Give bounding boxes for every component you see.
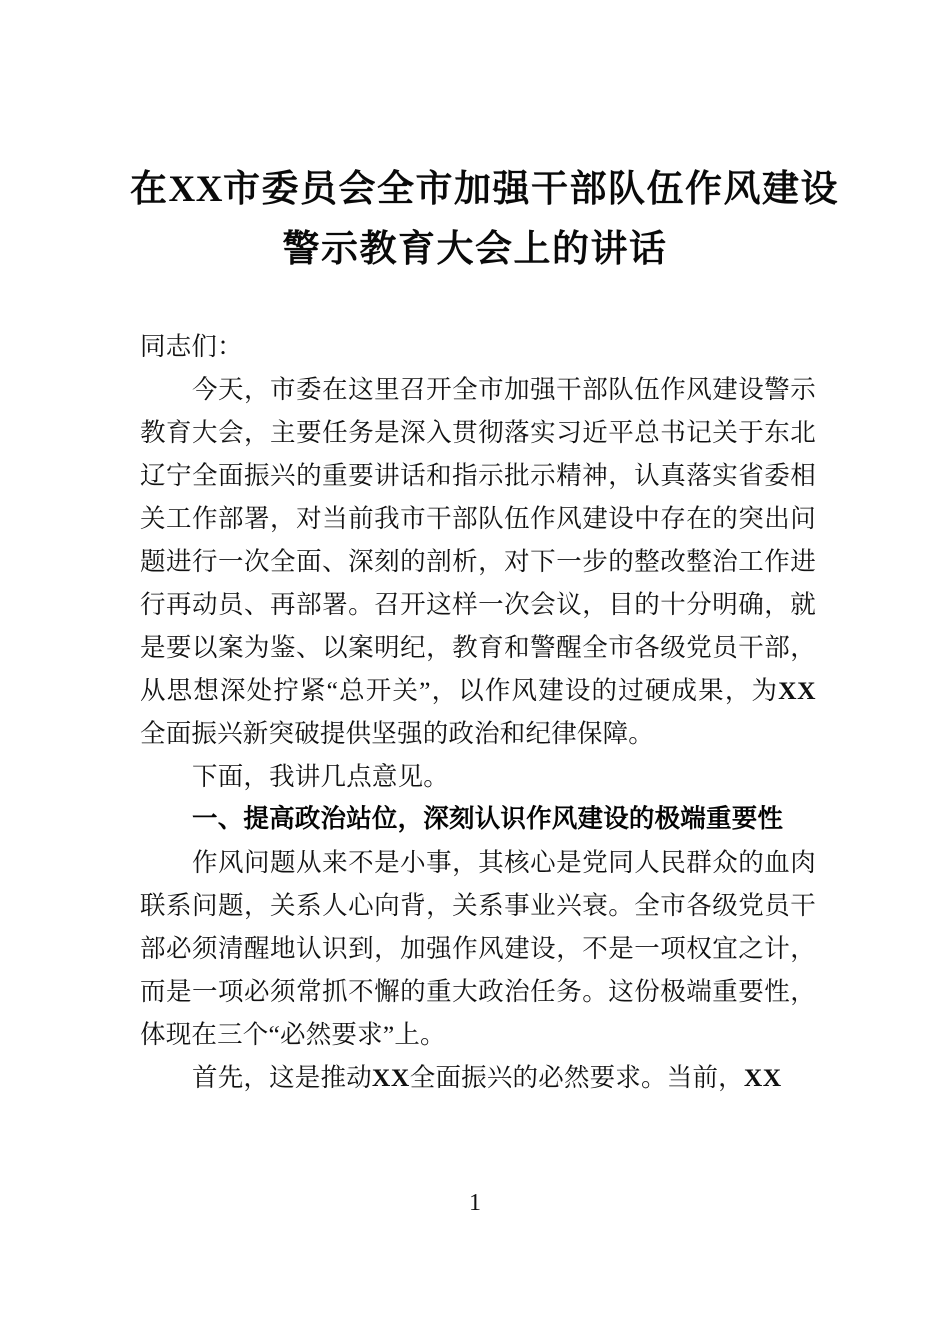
document-body (140, 325, 816, 1099)
paragraph-transition: 下面，我讲几点意见。 (192, 762, 450, 791)
document-title-line-1: 在XX市委员会全市加强干部队伍作风建设 (130, 169, 839, 210)
redacted-name-placeholder: XX (743, 1063, 782, 1092)
paragraph-opening: 今天，市委在这里召开全市加强干部队伍作风建设警示教育大会，主要任务是深入贯彻落实习近平总书记关于东北辽宁全面振兴的重要讲话和指示批示精神，认真落实省委相关工作部署，对当前我市干部队伍作风建设中存在的突出问题进行一次全面、深刻的剖析，对下一步的整改整治工作进行再动员、再部署。召开这样一次会议，目的十分明确，就是要以案为鉴、以案明纪，教育和警醒全市各级党员干部，从思想深处拧紧“总开关”，以作风建设的过硬成果，为XX全面振兴新突破提供坚强的政治和纪律保障。 (140, 375, 816, 748)
page-number: 1 (469, 1190, 481, 1216)
redacted-name-placeholder: XX (168, 169, 223, 210)
salutation: 同志们： (140, 332, 243, 361)
paragraph-section-one-first-point: 首先，这是推动XX全面振兴的必然要求。当前，XX (192, 1063, 782, 1092)
redacted-name-placeholder: XX (778, 676, 816, 705)
redacted-name-placeholder: XX (371, 1063, 410, 1092)
document-title (130, 160, 839, 280)
paragraph-section-one-body: 作风问题从来不是小事，其核心是党同人民群众的血肉联系问题，关系人心向背，关系事业兴衰。全市各级党员干部必须清醒地认识到，加强作风建设，不是一项权宜之计，而是一项必须常抓不懈的重大政治任务。这份极端重要性，体现在三个“必然要求”上。 (140, 848, 816, 1049)
document-title-line-2: 警示教育大会上的讲话 (282, 229, 668, 270)
section-heading-one: 一、提高政治站位，深刻认识作风建设的极端重要性 (192, 805, 784, 833)
